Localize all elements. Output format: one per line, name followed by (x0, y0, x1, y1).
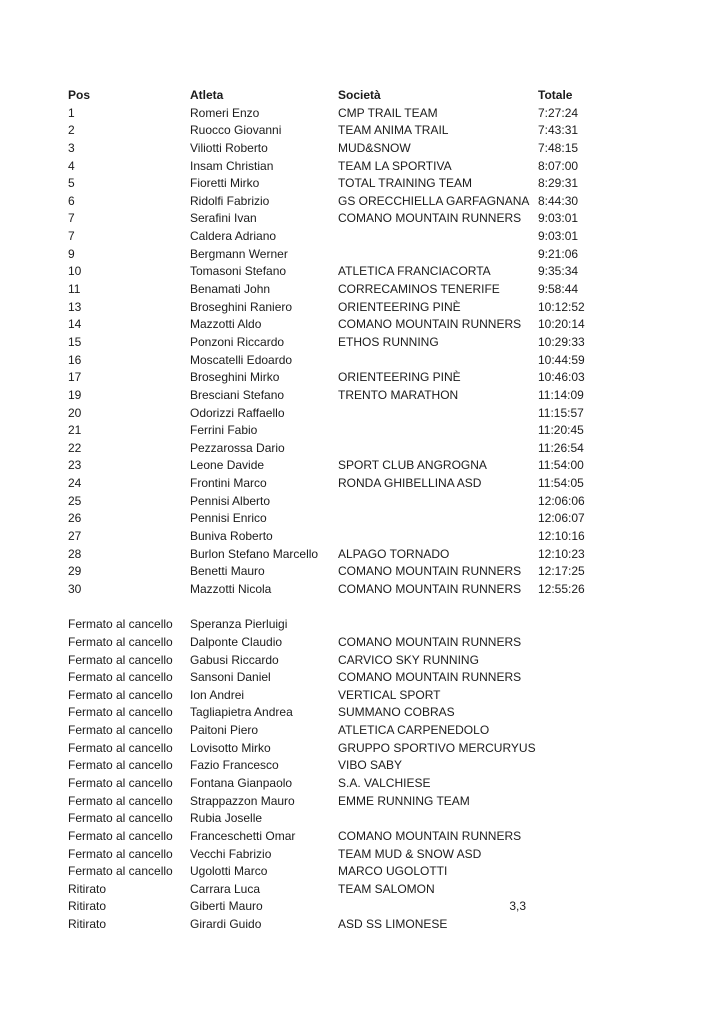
pos-cell: Fermato al cancello (68, 775, 173, 790)
pos-cell: 30 (68, 581, 82, 596)
total-cell (538, 775, 616, 793)
total-cell: 11:54:00 (538, 458, 584, 473)
result-row (68, 687, 616, 705)
result-row (68, 652, 616, 670)
pos-cell: 6 (68, 193, 75, 208)
results-table (68, 87, 616, 934)
pos-cell: 20 (68, 405, 82, 420)
header-societa: Società (338, 88, 381, 102)
total-cell: 12:10:23 (538, 546, 585, 561)
pos-cell: Fermato al cancello (68, 652, 173, 667)
athlete-cell: Ion Andrei (190, 687, 245, 702)
result-row (68, 228, 616, 246)
pos-cell: 3 (68, 140, 75, 155)
total-cell (538, 793, 616, 811)
team-cell: COMANO MOUNTAIN RUNNERS (338, 670, 522, 685)
team-cell (338, 440, 538, 458)
result-row (68, 634, 616, 652)
team-cell: ALPAGO TORNADO (338, 546, 450, 561)
athlete-cell: Franceschetti Omar (190, 828, 296, 843)
team-cell: ORIENTEERING PINÈ (338, 299, 461, 314)
result-row (68, 810, 616, 828)
pos-cell: Fermato al cancello (68, 740, 173, 755)
total-cell (538, 757, 616, 775)
athlete-cell: Bresciani Stefano (190, 387, 285, 402)
athlete-cell: Buniva Roberto (190, 529, 273, 544)
athlete-cell: Benetti Mauro (190, 564, 265, 579)
pos-cell: 28 (68, 546, 82, 561)
result-row (68, 334, 616, 352)
total-cell: 8:29:31 (538, 176, 579, 191)
section-classifica (68, 105, 616, 599)
result-row (68, 863, 616, 881)
result-row (68, 757, 616, 775)
total-cell: 8:07:00 (538, 158, 579, 173)
total-cell: 7:48:15 (538, 140, 579, 155)
team-cell: ETHOS RUNNING (338, 334, 439, 349)
total-cell: 12:06:06 (538, 493, 585, 508)
team-cell: TRENTO MARATHON (338, 387, 459, 402)
team-cell: S.A. VALCHIESE (338, 775, 431, 790)
total-cell: 10:46:03 (538, 370, 585, 385)
total-cell (538, 669, 616, 687)
total-cell (538, 616, 616, 634)
pos-cell: 7 (68, 211, 75, 226)
total-cell: 9:58:44 (538, 282, 579, 297)
pos-cell: 16 (68, 352, 82, 367)
total-cell (538, 652, 616, 670)
athlete-cell: Giberti Mauro (190, 899, 263, 914)
result-row (68, 140, 616, 158)
pos-cell: 24 (68, 476, 82, 491)
team-cell (338, 352, 538, 370)
athlete-cell: Broseghini Raniero (190, 299, 293, 314)
athlete-cell: Bergmann Werner (190, 246, 288, 261)
result-row (68, 387, 616, 405)
result-row (68, 352, 616, 370)
team-cell: VERTICAL SPORT (338, 687, 441, 702)
team-cell: ATLETICA FRANCIACORTA (338, 264, 491, 279)
athlete-cell: Ferrini Fabio (190, 423, 258, 438)
pos-cell: Fermato al cancello (68, 758, 173, 773)
pos-cell: Fermato al cancello (68, 828, 173, 843)
total-cell (538, 687, 616, 705)
result-row (68, 546, 616, 564)
result-row (68, 793, 616, 811)
team-cell (338, 493, 538, 511)
team-cell: SPORT CLUB ANGROGNA (338, 458, 487, 473)
team-cell: TEAM ANIMA TRAIL (338, 123, 449, 138)
athlete-cell: Rubia Joselle (190, 811, 263, 826)
total-cell: 11:26:54 (538, 440, 584, 455)
total-cell: 11:20:45 (538, 423, 584, 438)
team-cell (338, 405, 538, 423)
result-row (68, 898, 616, 916)
pos-cell: Fermato al cancello (68, 617, 173, 632)
team-cell: TEAM MUD & SNOW ASD (338, 846, 482, 861)
pos-cell: Ritirato (68, 881, 107, 896)
total-cell: 7:43:31 (538, 123, 579, 138)
pos-cell: 22 (68, 440, 82, 455)
team-cell: SUMMANO COBRAS (338, 705, 455, 720)
athlete-cell: Odorizzi Raffaello (190, 405, 285, 420)
athlete-cell: Leone Davide (190, 458, 265, 473)
pos-cell: 14 (68, 317, 82, 332)
total-cell: 11:54:05 (538, 476, 584, 491)
pos-cell: Fermato al cancello (68, 723, 173, 738)
athlete-cell: Strappazzon Mauro (190, 793, 295, 808)
result-row (68, 528, 616, 546)
pos-cell: 1 (68, 105, 75, 120)
total-cell: 7:27:24 (538, 105, 579, 120)
pos-cell: 25 (68, 493, 82, 508)
athlete-cell: Pennisi Alberto (190, 493, 271, 508)
athlete-cell: Pezzarossa Dario (190, 440, 285, 455)
result-row (68, 457, 616, 475)
pos-cell: 15 (68, 334, 82, 349)
result-row (68, 916, 616, 934)
athlete-cell: Caldera Adriano (190, 229, 277, 244)
athlete-cell: Frontini Marco (190, 476, 267, 491)
team-cell: COMANO MOUNTAIN RUNNERS (338, 581, 522, 596)
athlete-cell: Carrara Luca (190, 881, 261, 896)
team-cell: RONDA GHIBELLINA ASD (338, 476, 482, 491)
athlete-cell: Sansoni Daniel (190, 670, 271, 685)
pos-cell: 19 (68, 387, 82, 402)
team-cell: COMANO MOUNTAIN RUNNERS (338, 828, 522, 843)
pos-cell: 17 (68, 370, 82, 385)
pos-cell: 21 (68, 423, 82, 438)
pos-cell: Fermato al cancello (68, 705, 173, 720)
total-cell: 12:10:16 (538, 529, 585, 544)
athlete-cell: Fazio Francesco (190, 758, 279, 773)
result-row (68, 158, 616, 176)
header-pos: Pos (68, 88, 91, 102)
athlete-cell: Benamati John (190, 282, 271, 297)
total-cell (538, 634, 616, 652)
result-row (68, 175, 616, 193)
team-cell: VIBO SABY (338, 758, 403, 773)
team-cell: COMANO MOUNTAIN RUNNERS (338, 211, 522, 226)
total-cell: 12:55:26 (538, 581, 585, 596)
table-header-row (68, 87, 616, 105)
pos-cell: 26 (68, 511, 82, 526)
athlete-cell: Broseghini Mirko (190, 370, 280, 385)
result-row (68, 828, 616, 846)
result-row (68, 246, 616, 264)
team-cell: COMANO MOUNTAIN RUNNERS (338, 564, 522, 579)
athlete-cell: Mazzotti Aldo (190, 317, 262, 332)
total-cell: 9:03:01 (538, 211, 579, 226)
athlete-cell: Ridolfi Fabrizio (190, 193, 270, 208)
result-row (68, 193, 616, 211)
pos-cell: Fermato al cancello (68, 846, 173, 861)
total-cell (538, 704, 616, 722)
total-cell: 12:17:25 (538, 564, 585, 579)
result-row (68, 581, 616, 599)
result-row (68, 775, 616, 793)
pos-cell: 7 (68, 229, 75, 244)
total-cell (538, 828, 616, 846)
athlete-cell: Serafini Ivan (190, 211, 257, 226)
result-row (68, 440, 616, 458)
athlete-cell: Viliotti Roberto (190, 140, 268, 155)
total-cell: 8:44:30 (538, 193, 579, 208)
result-row (68, 405, 616, 423)
athlete-cell: Dalponte Claudio (190, 634, 283, 649)
team-cell: ASD SS LIMONESE (338, 917, 448, 932)
team-cell (338, 422, 538, 440)
pos-cell: 10 (68, 264, 82, 279)
pos-cell: 29 (68, 564, 82, 579)
pos-cell: 27 (68, 529, 82, 544)
note-cell: 3,3 (509, 899, 526, 914)
athlete-cell: Romeri Enzo (190, 105, 260, 120)
pos-cell: Ritirato (68, 899, 107, 914)
athlete-cell: Burlon Stefano Marcello (190, 546, 319, 561)
result-row (68, 475, 616, 493)
athlete-cell: Speranza Pierluigi (190, 617, 288, 632)
total-cell: 9:03:01 (538, 229, 579, 244)
total-cell: 12:06:07 (538, 511, 585, 526)
pos-cell: Ritirato (68, 917, 107, 932)
pos-cell: Fermato al cancello (68, 687, 173, 702)
team-cell: COMANO MOUNTAIN RUNNERS (338, 317, 522, 332)
team-cell (338, 616, 538, 634)
athlete-cell: Ponzoni Riccardo (190, 334, 285, 349)
total-cell (538, 722, 616, 740)
athlete-cell: Girardi Guido (190, 917, 262, 932)
team-cell: EMME RUNNING TEAM (338, 793, 470, 808)
total-cell (538, 846, 616, 864)
result-row (68, 281, 616, 299)
total-cell: 11:15:57 (538, 405, 584, 420)
total-cell (538, 881, 616, 899)
total-cell: 9:21:06 (538, 246, 579, 261)
result-row (68, 722, 616, 740)
result-row (68, 299, 616, 317)
total-cell: 10:44:59 (538, 352, 585, 367)
pos-cell: 9 (68, 246, 75, 261)
athlete-cell: Moscatelli Edoardo (190, 352, 293, 367)
total-cell: 11:14:09 (538, 387, 584, 402)
pos-cell: 13 (68, 299, 82, 314)
result-row (68, 493, 616, 511)
team-cell: GRUPPO SPORTIVO MERCURYUS (338, 740, 536, 755)
team-cell: CMP TRAIL TEAM (338, 105, 438, 120)
team-cell: TEAM SALOMON (338, 881, 435, 896)
total-cell (538, 898, 616, 916)
result-row (68, 316, 616, 334)
result-row (68, 563, 616, 581)
team-cell: CARVICO SKY RUNNING (338, 652, 479, 667)
team-cell: ORIENTEERING PINÈ (338, 370, 461, 385)
result-row (68, 422, 616, 440)
total-cell: 10:12:52 (538, 299, 585, 314)
total-cell: 9:35:34 (538, 264, 579, 279)
result-row (68, 846, 616, 864)
team-cell: ATLETICA CARPENEDOLO (338, 723, 490, 738)
athlete-cell: Mazzotti Nicola (190, 581, 272, 596)
result-row (68, 210, 616, 228)
total-cell (538, 810, 616, 828)
pos-cell: 11 (68, 282, 81, 297)
team-cell (338, 510, 538, 528)
pos-cell: 23 (68, 458, 82, 473)
team-cell: MUD&SNOW (338, 140, 411, 155)
pos-cell: 2 (68, 123, 75, 138)
total-cell: 10:20:14 (538, 317, 585, 332)
athlete-cell: Paitoni Piero (190, 723, 259, 738)
team-cell (338, 810, 538, 828)
team-cell: COMANO MOUNTAIN RUNNERS (338, 634, 522, 649)
team-cell: CORRECAMINOS TENERIFE (338, 282, 500, 297)
total-cell (538, 740, 616, 758)
athlete-cell: Lovisotto Mirko (190, 740, 271, 755)
result-row (68, 881, 616, 899)
section-non-classificati (68, 616, 616, 934)
athlete-cell: Ugolotti Marco (190, 864, 268, 879)
athlete-cell: Tagliapietra Andrea (190, 705, 293, 720)
team-cell (338, 528, 538, 546)
result-row (68, 669, 616, 687)
result-row (68, 510, 616, 528)
total-cell (538, 916, 616, 934)
pos-cell: Fermato al cancello (68, 864, 173, 879)
athlete-cell: Gabusi Riccardo (190, 652, 279, 667)
team-cell: GS ORECCHIELLA GARFAGNANA (338, 193, 530, 208)
result-row (68, 263, 616, 281)
result-row (68, 369, 616, 387)
result-row (68, 122, 616, 140)
team-cell (338, 246, 538, 264)
athlete-cell: Tomasoni Stefano (190, 264, 287, 279)
team-cell: TOTAL TRAINING TEAM (338, 176, 473, 191)
result-row (68, 704, 616, 722)
result-row (68, 105, 616, 123)
header-atleta: Atleta (190, 88, 224, 102)
pos-cell: 5 (68, 176, 75, 191)
athlete-cell: Ruocco Giovanni (190, 123, 282, 138)
total-cell: 10:29:33 (538, 334, 585, 349)
team-cell: TEAM LA SPORTIVA (338, 158, 452, 173)
team-cell: MARCO UGOLOTTI (338, 864, 448, 879)
result-row (68, 616, 616, 634)
pos-cell: Fermato al cancello (68, 811, 173, 826)
athlete-cell: Vecchi Fabrizio (190, 846, 272, 861)
header-totale: Totale (538, 88, 573, 102)
athlete-cell: Insam Christian (190, 158, 274, 173)
result-row (68, 740, 616, 758)
athlete-cell: Fontana Gianpaolo (190, 775, 293, 790)
team-cell (338, 228, 538, 246)
athlete-cell: Fioretti Mirko (190, 176, 260, 191)
pos-cell: 4 (68, 158, 75, 173)
pos-cell: Fermato al cancello (68, 670, 173, 685)
athlete-cell: Pennisi Enrico (190, 511, 267, 526)
section-spacer (68, 599, 616, 617)
total-cell (538, 863, 616, 881)
pos-cell: Fermato al cancello (68, 634, 173, 649)
pos-cell: Fermato al cancello (68, 793, 173, 808)
